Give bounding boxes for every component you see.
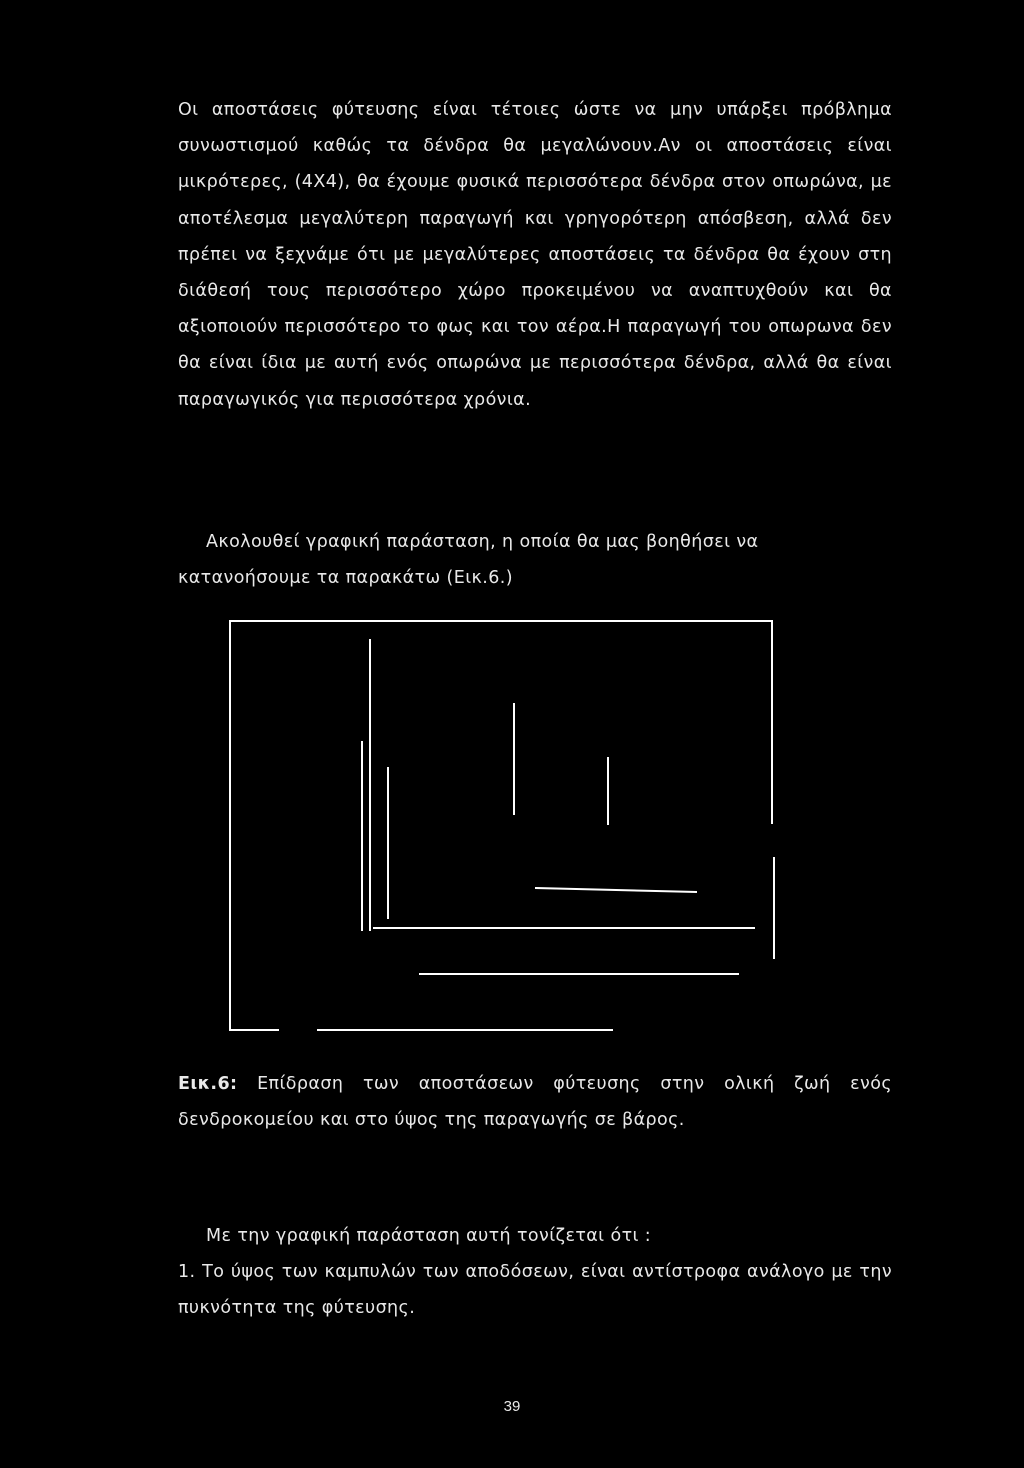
page-number: 39 [503,1398,521,1415]
graph-intro-line-2: κατανοήσουμε τα παρακάτω (Εικ.6.) [178,568,513,589]
figure-caption-text: Επίδραση των αποστάσεων φύτευσης στην ολική ζωή ενός δενδροκομείου και στο ύψος της παραγωγής σε βάρος. [178,1074,892,1131]
figure-caption [178,1066,892,1138]
figure-caption-label: Εικ.6: [178,1074,238,1094]
graph-intro-line-1: Ακολουθεί γραφική παράσταση, η οποία θα μας βοηθήσει να [206,532,759,552]
paragraph-planting-distances: Οι αποστάσεις φύτευσης είναι τέτοιες ώστε να μην υπάρξει πρόβλημα συνωστισμού καθώς τα δένδρα θα μεγαλώνουν.Αν οι αποστάσεις είναι μικρότερες, (4Χ4), θα έχουμε φυσικά περισσότερα δένδρα στον οπωρώνα, με αποτέλεσμα μεγαλύτερη παραγωγή και γρηγορότερη απόσβεση, αλλά δεν πρέπει να ξεχνάμε ότι με μεγαλύτερες αποστάσεις τα δένδρα θα έχουν στη διάθεσή τους περισσότερο χώρο προκειμένου να αναπτυχθούν και θα αξιοποιούν περισσότερο το φως και τον αέρα.Η παραγωγή του οπωρωνα δεν θα είναι ίδια με αυτή ενός οπωρώνα με περισσότερα δένδρα, αλλά θα είναι παραγωγικός για περισσότερα χρόνια. [178,100,892,410]
conclusion-item-1: 1. Το ύψος των καμπυλών των αποδόσεων, είναι αντίστροφα ανάλογο με την πυκνότητα της φύτευσης. [178,1262,892,1319]
paragraph-graph-conclusions [178,1218,892,1327]
figure-6-graph [226,618,786,1042]
conclusions-intro: Με την γραφική παράσταση αυτή τονίζεται ότι : [206,1226,652,1246]
inner-curve-line [536,888,696,892]
paragraph-graph-intro [178,524,890,596]
